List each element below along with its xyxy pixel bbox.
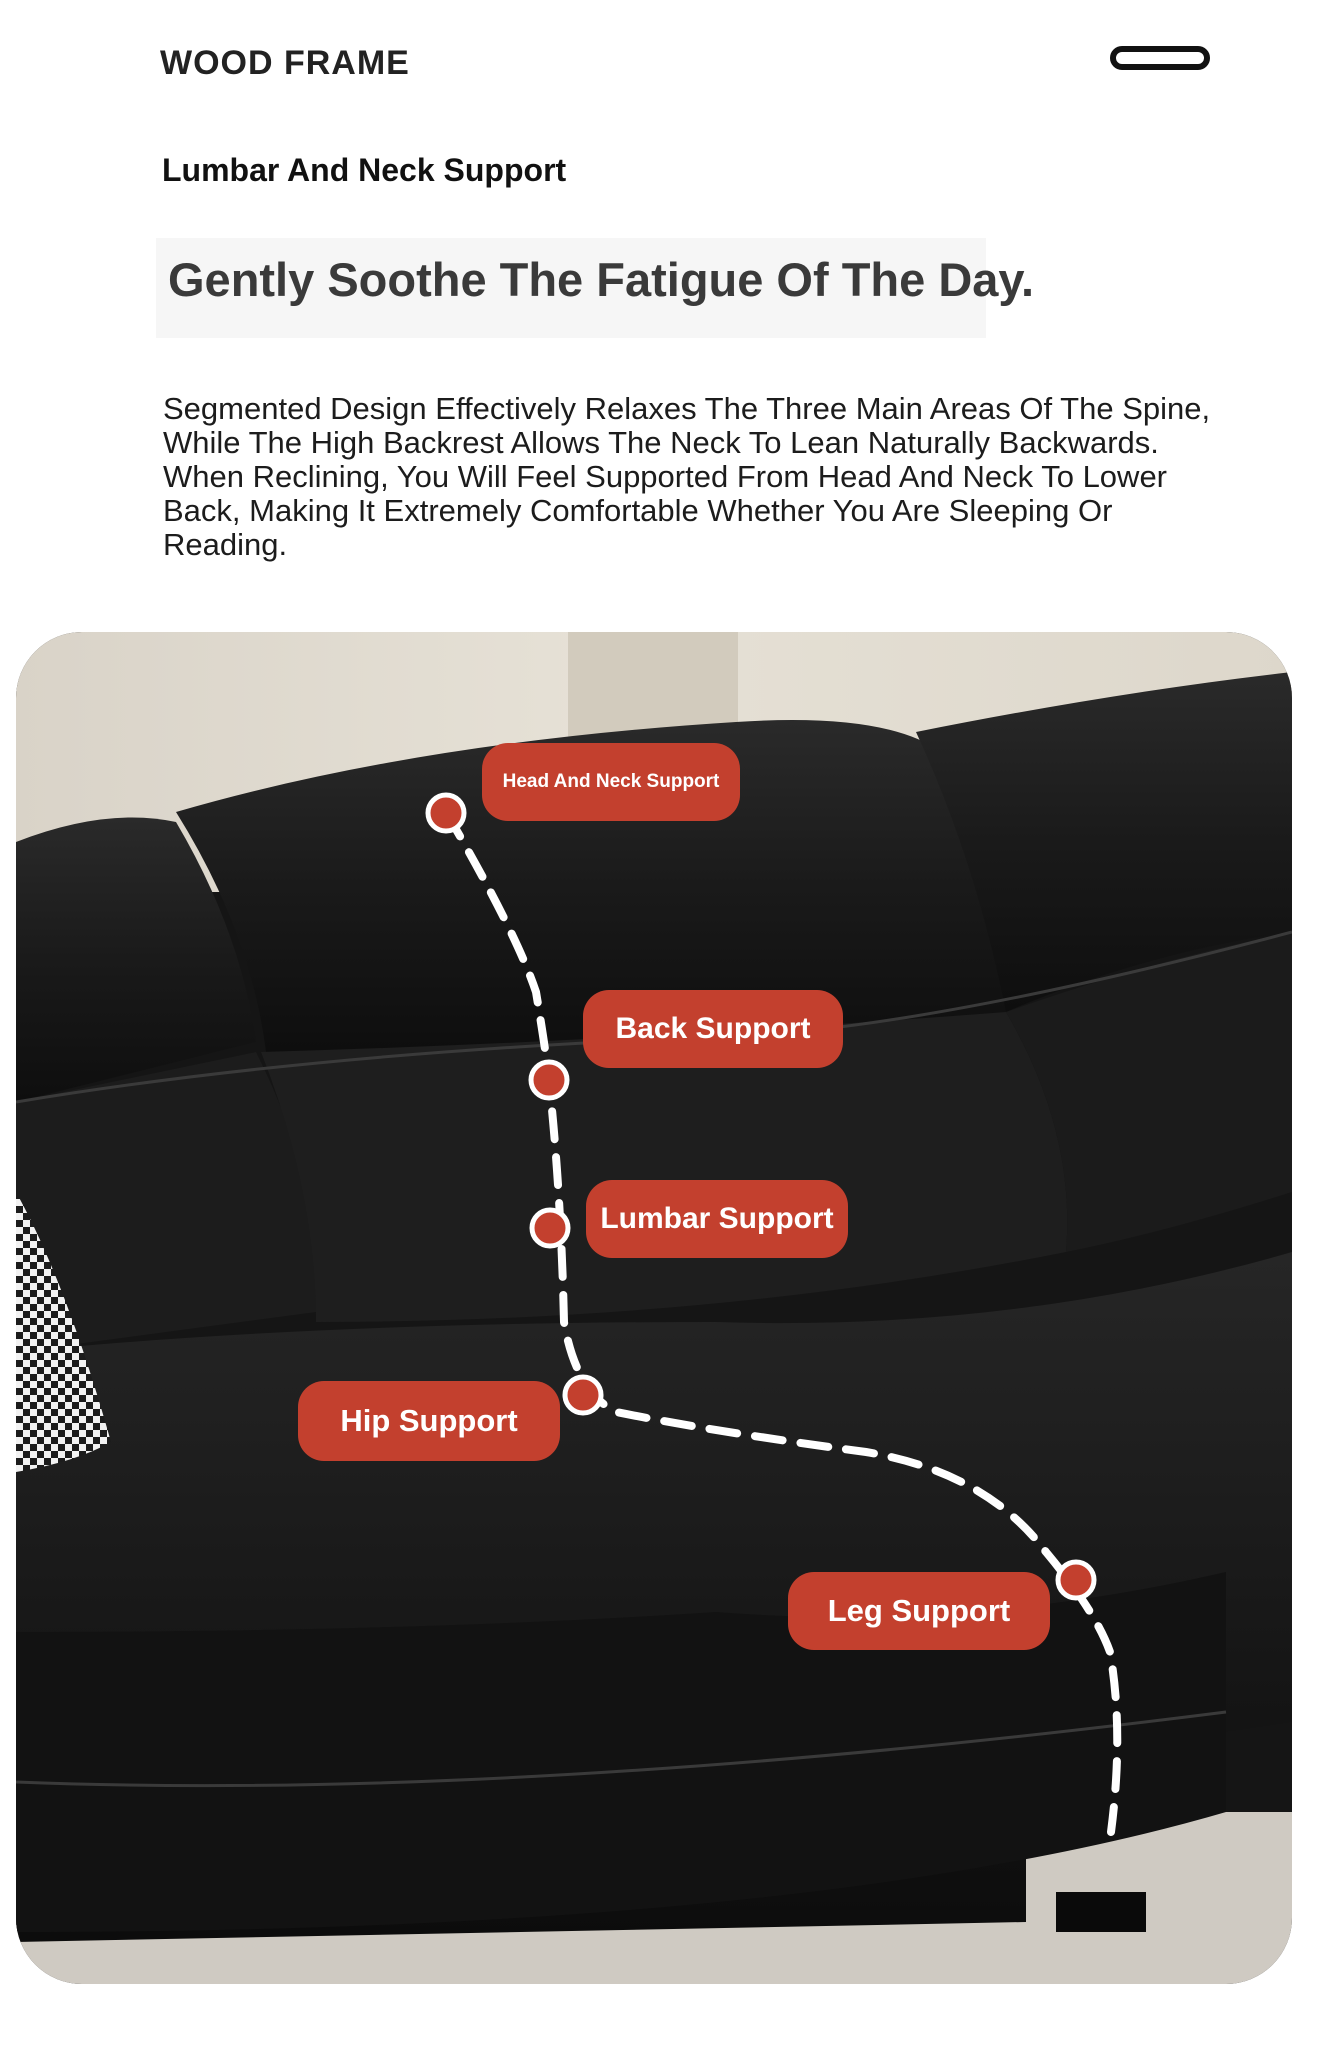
sofa-illustration xyxy=(16,632,1292,1984)
point-head-neck xyxy=(428,795,464,831)
menu-pill-icon[interactable] xyxy=(1110,46,1210,70)
label-head-neck-support: Head And Neck Support xyxy=(482,743,740,821)
label-leg-support: Leg Support xyxy=(788,1572,1050,1650)
label-back-support: Back Support xyxy=(583,990,843,1068)
point-hip xyxy=(565,1377,601,1413)
point-lumbar xyxy=(532,1210,568,1246)
section-body-text: Segmented Design Effectively Relaxes The Three Main Areas Of The Spine, While The High Backrest Allows The Neck To Lean Naturally Backwards. When Reclining, You Will Feel Supported From Head And Neck To Lower Back, Making It Extremely Comfortable Whether You Are Sleeping Or Reading. xyxy=(163,391,1211,562)
section-subheading: Lumbar And Neck Support xyxy=(162,152,567,188)
sofa-leg xyxy=(1056,1892,1146,1932)
point-back xyxy=(531,1062,567,1098)
label-hip-support: Hip Support xyxy=(298,1381,560,1461)
brand-title: WOOD FRAME xyxy=(160,44,410,82)
section-headline: Gently Soothe The Fatigue Of The Day. xyxy=(168,253,1035,306)
sofa-photo xyxy=(16,632,1292,1984)
label-lumbar-support: Lumbar Support xyxy=(586,1180,848,1258)
point-leg xyxy=(1058,1562,1094,1598)
